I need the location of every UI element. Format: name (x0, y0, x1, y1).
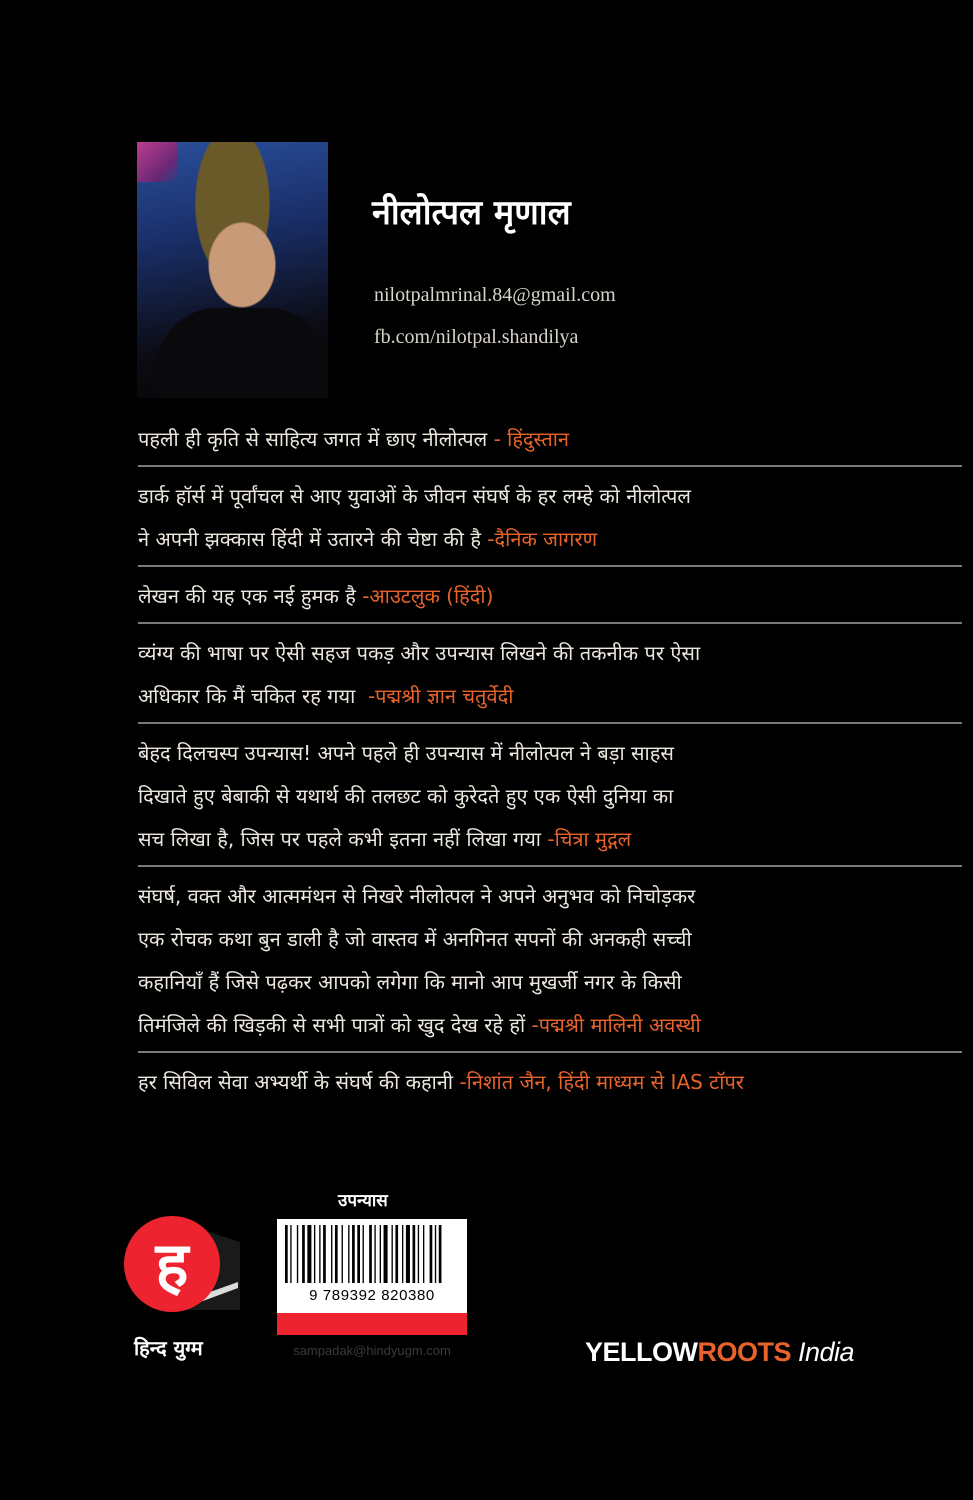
review-text: डार्क हॉर्स में पूर्वांचल से आए युवाओं के जीवन संघर्ष के हर लम्हे को नीलोत्पल (138, 484, 691, 508)
barcode-bar (380, 1225, 381, 1283)
publisher-part-roots: ROOTS (697, 1337, 792, 1367)
review-item (138, 418, 962, 465)
logo-letter: ह (155, 1228, 189, 1301)
barcode-bar (423, 1225, 424, 1283)
review-separator (138, 865, 962, 867)
hind-yugm-logo-icon (112, 1212, 242, 1322)
review-text: ने अपनी झक्कास हिंदी में उतारने की चेष्टा की है (138, 527, 488, 551)
barcode-bar (439, 1225, 442, 1283)
barcode-bar (319, 1225, 320, 1283)
author-photo (137, 142, 328, 398)
barcode-red-strip (277, 1313, 467, 1335)
barcode-bar (348, 1225, 349, 1283)
review-source: -दैनिक जागरण (487, 527, 598, 551)
review-separator (138, 565, 962, 567)
logo-text: हिन्द युग्म (134, 1336, 203, 1360)
review-text: दिखाते हुए बेबाकी से यथार्थ की तलछट को कुरेदते हुए एक ऐसी दुनिया का (138, 784, 674, 808)
review-text: लेखन की यह एक नई हुमक है (138, 584, 363, 608)
review-source: -चित्रा मुद्गल (547, 827, 632, 851)
barcode-bar (363, 1225, 364, 1283)
review-source: -पद्मश्री ज्ञान चतुर्वेदी (367, 684, 514, 708)
barcode-bar (392, 1225, 393, 1283)
review-text: कहानियाँ हैं जिसे पढ़कर आपको लगेगा कि मानो आप मुखर्जी नगर के किसी (138, 970, 682, 994)
publisher-logo (585, 1337, 854, 1368)
barcode-bar (335, 1225, 338, 1283)
review-separator (138, 722, 962, 724)
barcode-bar (413, 1225, 416, 1283)
barcode-bar (384, 1225, 388, 1283)
barcode-bar (323, 1225, 326, 1283)
review-item (138, 1061, 962, 1108)
barcode-bar (290, 1225, 291, 1283)
review-source: -पद्मश्री मालिनी अवस्थी (531, 1013, 701, 1037)
review-text: सच लिखा है, जिस पर पहले कभी इतना नहीं लिखा गया (138, 827, 548, 851)
review-text: संघर्ष, वक्त और आत्ममंथन से निखरे नीलोत्पल ने अपने अनुभव को निचोड़कर (138, 884, 696, 908)
isbn-digits: 9 789392 820380 (309, 1287, 435, 1304)
review-source: -आउटलुक (हिंदी) (362, 584, 494, 608)
author-facebook: fb.com/nilotpal.shandilya (374, 326, 579, 348)
review-text: हर सिविल सेवा अभ्यर्थी के संघर्ष की कहानी (138, 1070, 460, 1094)
barcode-bar (395, 1225, 398, 1283)
photo-shirt (157, 308, 328, 398)
review-source: - हिंदुस्तान (493, 427, 570, 451)
barcode-bar (307, 1225, 311, 1283)
author-email: nilotpalmrinal.84@gmail.com (374, 284, 616, 306)
barcode-bar (406, 1225, 410, 1283)
barcode-bar (314, 1225, 315, 1283)
genre-label: उपन्यास (338, 1191, 388, 1211)
review-item (138, 875, 962, 1051)
barcode-bar (352, 1225, 355, 1283)
review-separator (138, 1051, 962, 1053)
barcode-bar (374, 1225, 375, 1283)
barcode-bar (369, 1225, 372, 1283)
barcode-bar (402, 1225, 403, 1283)
barcode-bars (277, 1219, 467, 1289)
author-name: नीलोत्पल मृणाल (372, 193, 571, 233)
barcode-bar (331, 1225, 332, 1283)
review-text: एक रोचक कथा बुन डाली है जो वास्तव में अनगिनत सपनों की अनकही सच्ची (138, 927, 692, 951)
review-source: -निशांत जैन, हिंदी माध्यम से IAS टॉपर (459, 1070, 744, 1094)
barcode-bar (418, 1225, 419, 1283)
review-list (138, 418, 962, 1108)
publisher-part-india: India (791, 1337, 855, 1367)
review-text: बेहद दिलचस्प उपन्यास! अपने पहले ही उपन्यास में नीलोत्पल ने बड़ा साहस (138, 741, 674, 765)
barcode-bar (435, 1225, 436, 1283)
review-text: तिमंजिले की खिड़की से सभी पात्रों को खुद देख रहे हों (138, 1013, 532, 1037)
review-item (138, 632, 962, 722)
review-item (138, 475, 962, 565)
barcode-bar (285, 1225, 288, 1283)
review-item (138, 732, 962, 865)
review-text: व्यंग्य की भाषा पर ऐसी सहज पकड़ और उपन्यास लिखने की तकनीक पर ऐसा (138, 641, 701, 665)
barcode-bar (302, 1225, 305, 1283)
publisher-email: sampadak@hindyugm.com (293, 1343, 451, 1358)
barcode-bar (430, 1225, 433, 1283)
review-separator (138, 465, 962, 467)
barcode-bar (357, 1225, 360, 1283)
review-text: अधिकार कि मैं चकित रह गया (138, 684, 368, 708)
review-item (138, 575, 962, 622)
barcode-bar (342, 1225, 343, 1283)
review-separator (138, 622, 962, 624)
review-text: पहली ही कृति से साहित्य जगत में छाए नीलोत्पल (138, 427, 494, 451)
isbn-barcode (277, 1219, 467, 1335)
barcode-bar (297, 1225, 298, 1283)
publisher-part-yellow: YELLOW (585, 1337, 698, 1367)
photo-background-light (137, 142, 177, 182)
